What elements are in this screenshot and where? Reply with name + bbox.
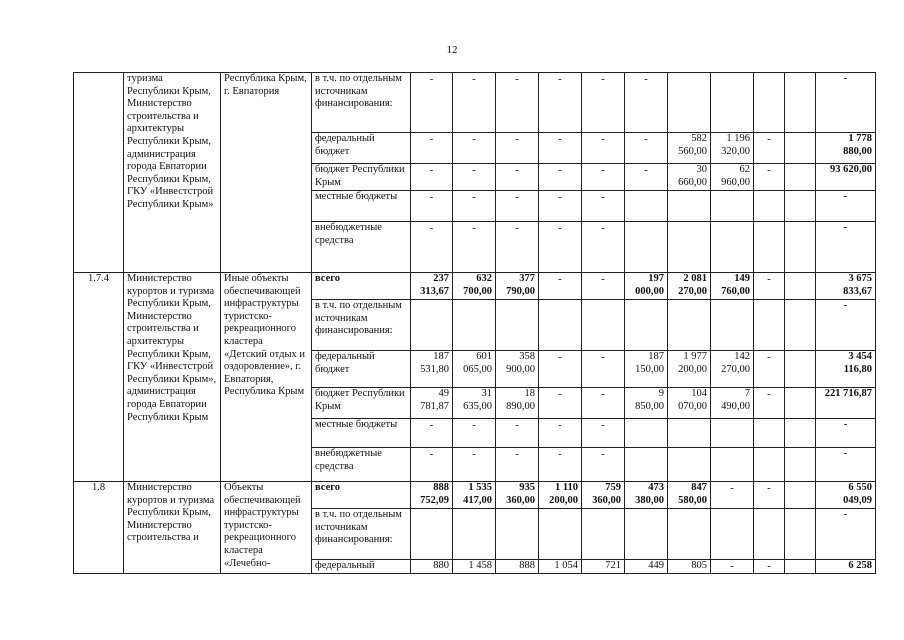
year-amount: -	[453, 222, 496, 273]
funding-source: федеральный	[312, 560, 411, 574]
year-amount: 7 490,00	[711, 388, 754, 419]
object-name: Республика Крым, г. Евпатория	[221, 73, 312, 273]
year-amount	[411, 300, 453, 351]
year-amount: -	[539, 222, 582, 273]
item-index: 1.7.4	[74, 273, 124, 482]
year-amount: 49 781,87	[411, 388, 453, 419]
year-amount: -	[453, 133, 496, 164]
year-amount: 935 360,00	[496, 482, 539, 509]
year-amount: -	[496, 191, 539, 222]
year-amount: -	[582, 222, 625, 273]
year-amount	[754, 191, 785, 222]
total-amount: 221 716,87	[816, 388, 876, 419]
year-amount	[785, 73, 816, 133]
item-index	[74, 73, 124, 273]
year-amount: 473 380,00	[625, 482, 668, 509]
year-amount: 1 535 417,00	[453, 482, 496, 509]
year-amount	[711, 73, 754, 133]
year-amount	[625, 509, 668, 560]
year-amount: 1 196 320,00	[711, 133, 754, 164]
year-amount: 197 000,00	[625, 273, 668, 300]
funding-source: внебюджетные средства	[312, 222, 411, 273]
year-amount: 582 560,00	[668, 133, 711, 164]
year-amount: -	[496, 164, 539, 191]
table-row	[74, 273, 876, 300]
table-row	[74, 73, 876, 133]
year-amount	[754, 73, 785, 133]
total-amount: -	[816, 509, 876, 560]
year-amount: -	[539, 133, 582, 164]
year-amount: -	[582, 73, 625, 133]
year-amount	[754, 222, 785, 273]
year-amount: -	[453, 448, 496, 482]
year-amount: -	[754, 388, 785, 419]
year-amount	[754, 448, 785, 482]
year-amount	[711, 191, 754, 222]
year-amount	[668, 191, 711, 222]
total-amount: 6 550 049,09	[816, 482, 876, 509]
year-amount: 104 070,00	[668, 388, 711, 419]
year-amount: 759 360,00	[582, 482, 625, 509]
total-amount: -	[816, 73, 876, 133]
year-amount	[539, 509, 582, 560]
year-amount: -	[496, 222, 539, 273]
year-amount: -	[539, 73, 582, 133]
year-amount: 888 752,09	[411, 482, 453, 509]
year-amount: -	[411, 133, 453, 164]
year-amount	[625, 222, 668, 273]
year-amount	[453, 300, 496, 351]
funding-source: федеральный бюджет	[312, 351, 411, 388]
year-amount	[785, 164, 816, 191]
funding-source: местные бюджеты	[312, 191, 411, 222]
year-amount: -	[411, 222, 453, 273]
year-amount: -	[582, 273, 625, 300]
year-amount	[496, 509, 539, 560]
year-amount: -	[411, 164, 453, 191]
year-amount: -	[539, 273, 582, 300]
year-amount: -	[754, 164, 785, 191]
year-amount: -	[539, 164, 582, 191]
total-amount: 93 620,00	[816, 164, 876, 191]
year-amount: -	[582, 164, 625, 191]
year-amount: -	[453, 73, 496, 133]
year-amount: 142 270,00	[711, 351, 754, 388]
year-amount: -	[411, 419, 453, 448]
table-row	[74, 482, 876, 509]
year-amount: 1 458	[453, 560, 496, 574]
year-amount	[785, 191, 816, 222]
year-amount: -	[582, 191, 625, 222]
total-amount: 6 258	[816, 560, 876, 574]
year-amount: 18 890,00	[496, 388, 539, 419]
object-name: Иные объекты обеспечивающей инфраструктуры туристско-рекреационного кластера «Детский отдых и оздоровление», г. Евпатория, Республика Крым	[221, 273, 312, 482]
funding-source: всего	[312, 482, 411, 509]
funding-source: внебюджетные средства	[312, 448, 411, 482]
year-amount: 187 531,80	[411, 351, 453, 388]
year-amount: 62 960,00	[711, 164, 754, 191]
year-amount	[785, 419, 816, 448]
year-amount: -	[711, 482, 754, 509]
year-amount: 9 850,00	[625, 388, 668, 419]
year-amount: 377 790,00	[496, 273, 539, 300]
year-amount	[668, 448, 711, 482]
year-amount: -	[582, 448, 625, 482]
year-amount: -	[453, 419, 496, 448]
year-amount	[754, 300, 785, 351]
year-amount	[582, 300, 625, 351]
year-amount	[785, 482, 816, 509]
year-amount: 1 977 200,00	[668, 351, 711, 388]
year-amount	[785, 351, 816, 388]
year-amount	[785, 388, 816, 419]
year-amount	[625, 191, 668, 222]
funding-source: бюджет Республики Крым	[312, 388, 411, 419]
object-name: Объекты обеспечивающей инфраструктуры туристско-рекреационного кластера «Лечебно-	[221, 482, 312, 574]
total-amount: -	[816, 300, 876, 351]
year-amount	[625, 300, 668, 351]
year-amount	[668, 419, 711, 448]
total-amount: -	[816, 191, 876, 222]
year-amount	[785, 222, 816, 273]
year-amount	[668, 73, 711, 133]
year-amount	[453, 509, 496, 560]
year-amount	[668, 300, 711, 351]
year-amount: 449	[625, 560, 668, 574]
year-amount: -	[711, 560, 754, 574]
funding-source: местные бюджеты	[312, 419, 411, 448]
year-amount: -	[582, 419, 625, 448]
year-amount: -	[453, 191, 496, 222]
year-amount: -	[453, 164, 496, 191]
year-amount: -	[411, 73, 453, 133]
year-amount: -	[539, 419, 582, 448]
year-amount: -	[496, 133, 539, 164]
year-amount: 805	[668, 560, 711, 574]
year-amount: -	[496, 448, 539, 482]
year-amount: -	[539, 351, 582, 388]
year-amount: -	[539, 191, 582, 222]
year-amount	[711, 419, 754, 448]
year-amount	[711, 300, 754, 351]
year-amount: 30 660,00	[668, 164, 711, 191]
year-amount	[668, 509, 711, 560]
year-amount: -	[496, 73, 539, 133]
total-amount: -	[816, 448, 876, 482]
year-amount	[668, 222, 711, 273]
year-amount	[625, 419, 668, 448]
year-amount: 1 054	[539, 560, 582, 574]
year-amount: 888	[496, 560, 539, 574]
year-amount: 149 760,00	[711, 273, 754, 300]
year-amount: -	[754, 482, 785, 509]
year-amount	[496, 300, 539, 351]
financing-table	[73, 72, 876, 574]
funding-source: всего	[312, 273, 411, 300]
year-amount: -	[411, 191, 453, 222]
funding-source: в т.ч. по отдельным источникам финансирования:	[312, 300, 411, 351]
year-amount: 721	[582, 560, 625, 574]
year-amount	[785, 273, 816, 300]
year-amount: -	[582, 388, 625, 419]
total-amount: -	[816, 419, 876, 448]
year-amount: 601 065,00	[453, 351, 496, 388]
year-amount: -	[754, 133, 785, 164]
funding-source: федеральный бюджет	[312, 133, 411, 164]
year-amount	[711, 509, 754, 560]
year-amount	[582, 509, 625, 560]
year-amount	[754, 419, 785, 448]
year-amount: -	[582, 133, 625, 164]
year-amount	[711, 448, 754, 482]
year-amount	[785, 300, 816, 351]
year-amount	[625, 448, 668, 482]
year-amount: -	[496, 419, 539, 448]
year-amount: 358 900,00	[496, 351, 539, 388]
year-amount	[754, 509, 785, 560]
year-amount	[711, 222, 754, 273]
year-amount: 847 580,00	[668, 482, 711, 509]
funding-source: бюджет Республики Крым	[312, 164, 411, 191]
year-amount: -	[539, 388, 582, 419]
responsible-executors: Министерство курортов и туризма Республики Крым, Министерство строительства и	[124, 482, 221, 574]
total-amount: -	[816, 222, 876, 273]
year-amount	[785, 509, 816, 560]
total-amount: 1 778 880,00	[816, 133, 876, 164]
year-amount: -	[582, 351, 625, 388]
total-amount: 3 675 833,67	[816, 273, 876, 300]
item-index: 1.8	[74, 482, 124, 574]
year-amount: -	[625, 133, 668, 164]
year-amount: 237 313,67	[411, 273, 453, 300]
year-amount: 1 110 200,00	[539, 482, 582, 509]
year-amount: -	[411, 448, 453, 482]
page-number: 12	[446, 44, 458, 56]
year-amount: 187 150,00	[625, 351, 668, 388]
year-amount	[411, 509, 453, 560]
year-amount	[539, 300, 582, 351]
year-amount: 31 635,00	[453, 388, 496, 419]
year-amount: -	[539, 448, 582, 482]
year-amount: -	[625, 164, 668, 191]
total-amount: 3 454 116,80	[816, 351, 876, 388]
year-amount: -	[754, 273, 785, 300]
year-amount: -	[754, 351, 785, 388]
funding-source: в т.ч. по отдельным источникам финансирования:	[312, 509, 411, 560]
responsible-executors: туризма Республики Крым, Министерство строительства и архитектуры Республики Крым, администрация города Евпатории Республики Крым, ГКУ «Инвестстрой Республики Крым»	[124, 73, 221, 273]
year-amount: -	[625, 73, 668, 133]
year-amount: 2 081 270,00	[668, 273, 711, 300]
responsible-executors: Министерство курортов и туризма Республики Крым, Министерство строительства и архитектуры Республики Крым, ГКУ «Инвестстрой Республики Крым», администрация города Евпатории Республики Крым	[124, 273, 221, 482]
year-amount: -	[754, 560, 785, 574]
year-amount	[785, 448, 816, 482]
year-amount: 632 700,00	[453, 273, 496, 300]
year-amount	[785, 133, 816, 164]
year-amount: 880	[411, 560, 453, 574]
funding-source: в т.ч. по отдельным источникам финансирования:	[312, 73, 411, 133]
year-amount	[785, 560, 816, 574]
